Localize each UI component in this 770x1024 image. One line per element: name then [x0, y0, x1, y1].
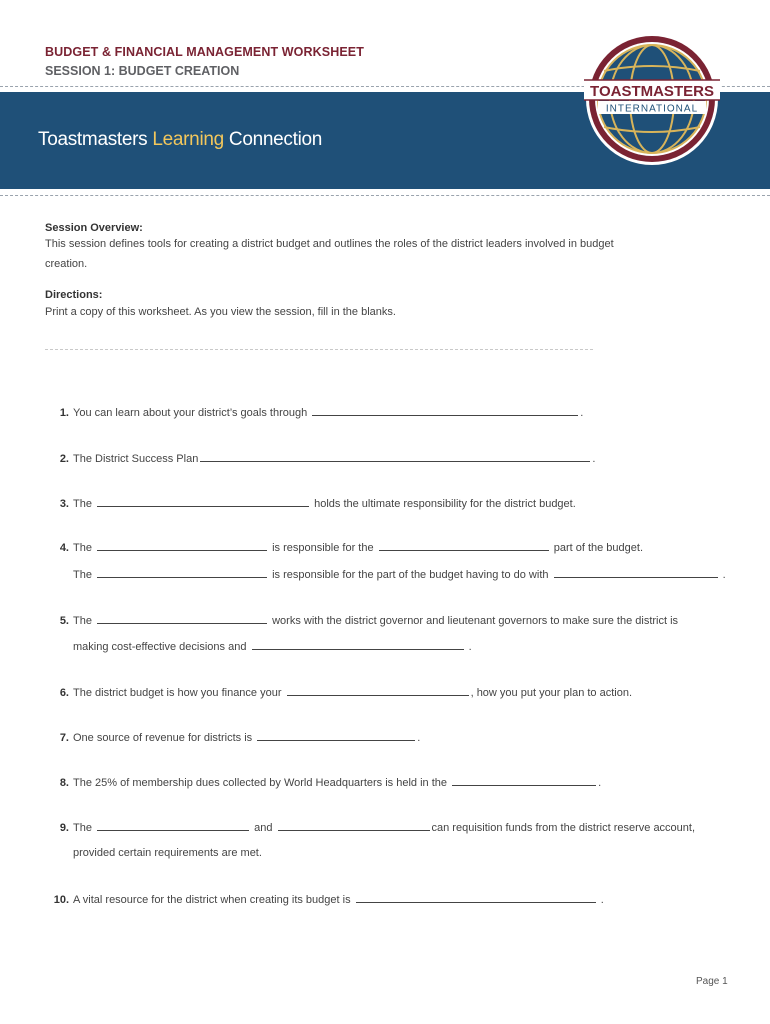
question-number: 3.	[59, 498, 69, 510]
answer-blank[interactable]	[97, 613, 267, 624]
question-text: holds the ultimate responsibility for the district budget.	[314, 498, 576, 510]
question-text: The	[73, 542, 92, 554]
question-text: The district budget is how you finance your	[73, 687, 282, 699]
question-text: One source of revenue for districts is	[73, 732, 253, 744]
section-divider	[45, 349, 593, 350]
question-text: is responsible for the	[272, 542, 374, 554]
question-text: .	[592, 453, 596, 465]
answer-blank[interactable]	[312, 405, 578, 416]
logo-text-1: TOASTMASTERS	[590, 83, 714, 100]
question-8	[45, 775, 601, 789]
answer-blank[interactable]	[356, 892, 596, 903]
answer-blank[interactable]	[200, 451, 590, 462]
question-number: 1.	[59, 407, 69, 419]
question-text: .	[722, 569, 726, 581]
question-text: The	[73, 569, 92, 581]
question-text: The 25% of membership dues collected by World Headquarters is held in the	[73, 777, 447, 789]
answer-blank[interactable]	[97, 496, 309, 507]
answer-blank[interactable]	[97, 820, 249, 831]
question-9-continued	[73, 847, 262, 859]
bottom-dashed-divider	[0, 195, 770, 196]
answer-blank[interactable]	[452, 775, 596, 786]
question-text: part of the budget.	[553, 542, 644, 554]
question-number: 7.	[59, 732, 69, 744]
directions-heading: Directions:	[45, 289, 103, 301]
overview-text: This session defines tools for creating a district budget and outlines the roles of the district leaders involved in budget creation.	[45, 238, 614, 270]
question-text: .	[417, 732, 421, 744]
logo-text-2: INTERNATIONAL	[605, 103, 699, 115]
banner-text-highlight: Learning	[152, 129, 224, 150]
question-7	[45, 730, 420, 744]
question-text: , how you put your plan to action.	[470, 687, 633, 699]
answer-blank[interactable]	[252, 639, 464, 650]
question-text: is responsible for the part of the budget having to do with	[272, 569, 549, 581]
page-number: Page 1	[696, 976, 728, 987]
question-3	[45, 496, 576, 510]
question-text: making cost-effective decisions and	[73, 641, 247, 653]
answer-blank[interactable]	[97, 567, 267, 578]
directions-text: Print a copy of this worksheet. As you view the session, fill in the blanks.	[45, 306, 396, 318]
question-number: 9.	[59, 822, 69, 834]
question-1	[45, 405, 583, 419]
question-text: .	[598, 777, 602, 789]
question-5-continued	[73, 639, 472, 653]
question-10	[45, 892, 604, 906]
banner-text-2: Connection	[223, 129, 323, 150]
question-number: 2.	[59, 453, 69, 465]
question-2	[45, 451, 595, 465]
question-text: The	[73, 498, 92, 510]
worksheet-title: BUDGET & FINANCIAL MANAGEMENT WORKSHEET	[45, 45, 364, 59]
question-text: A vital resource for the district when creating its budget is	[73, 894, 351, 906]
question-number: 5.	[59, 615, 69, 627]
question-6	[45, 685, 632, 699]
answer-blank[interactable]	[278, 820, 430, 831]
question-number: 8.	[59, 777, 69, 789]
question-number: 10.	[53, 894, 69, 906]
question-9	[45, 820, 695, 834]
answer-blank[interactable]	[97, 540, 267, 551]
overview-heading: Session Overview:	[45, 222, 143, 234]
answer-blank[interactable]	[287, 685, 469, 696]
question-text: The	[73, 822, 92, 834]
banner-text-1: Toastmasters	[38, 129, 153, 150]
answer-blank[interactable]	[379, 540, 549, 551]
question-text: The District Success Plan	[73, 453, 199, 465]
banner-title	[38, 129, 322, 151]
question-4	[45, 540, 643, 554]
question-text: can requisition funds from the district reserve account,	[431, 822, 696, 834]
question-number: 4.	[59, 542, 69, 554]
question-4-continued	[73, 567, 726, 581]
toastmasters-logo	[584, 31, 720, 167]
question-text: .	[600, 894, 604, 906]
question-text: The	[73, 615, 92, 627]
answer-blank[interactable]	[554, 567, 718, 578]
session-title: SESSION 1: BUDGET CREATION	[45, 64, 240, 78]
question-text: works with the district governor and lieutenant governors to make sure the district is	[272, 615, 679, 627]
question-text: .	[580, 407, 584, 419]
question-text: provided certain requirements are met.	[73, 847, 262, 859]
answer-blank[interactable]	[257, 730, 415, 741]
question-5	[45, 613, 678, 627]
question-number: 6.	[59, 687, 69, 699]
question-text: .	[468, 641, 472, 653]
question-text: You can learn about your district’s goals through	[73, 407, 308, 419]
question-text: and	[254, 822, 273, 834]
